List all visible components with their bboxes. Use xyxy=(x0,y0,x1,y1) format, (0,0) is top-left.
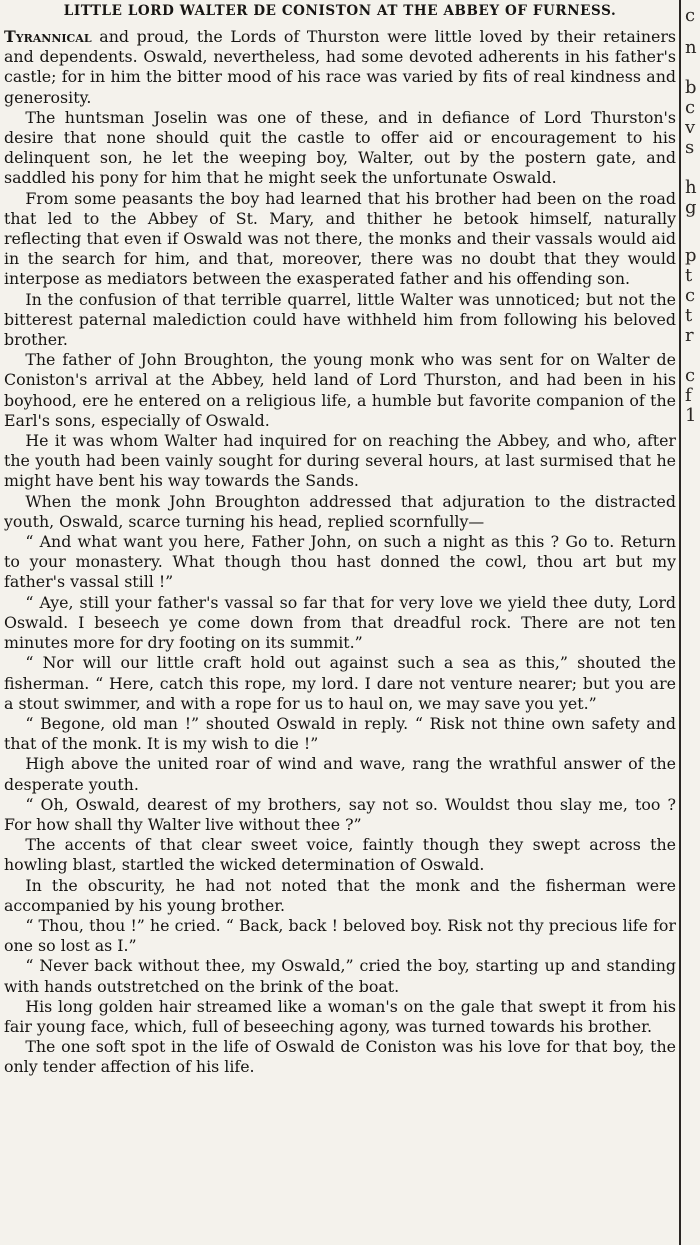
article-title: LITTLE LORD WALTER DE CONISTON AT THE ABBEY OF FURNESS. xyxy=(63,3,617,19)
article-body xyxy=(4,27,676,1078)
letter-fragment: p xyxy=(685,245,697,266)
letter-fragment: c xyxy=(685,285,696,306)
letter-fragment: 1 xyxy=(685,405,697,426)
paragraph: The father of John Broughton, the young monk who was sent for on Walter de Coniston's arrival at the Abbey, held land of Lord Thurston, and had been in his boyhood, ere he entered on a religious life, a humble but favorite companion of the Earl's sons, especially of Oswald. xyxy=(4,350,676,430)
letter-fragment: c xyxy=(685,97,696,118)
paragraph: “ Aye, still your father's vassal so far that for very love we yield thee duty, Lord Oswald. I beseech ye come down from that dreadful rock. There are not ten minutes more for dry footing on its summit.” xyxy=(4,592,676,653)
letter-fragment: h xyxy=(685,177,697,198)
paragraph: “ Begone, old man !” shouted Oswald in reply. “ Risk not thine own safety and that of the monk. It is my wish to die !” xyxy=(4,713,676,754)
letter-fragment: v xyxy=(685,117,696,138)
paragraph: High above the united roar of wind and wave, rang the wrathful answer of the desperate youth. xyxy=(4,754,676,794)
article-column xyxy=(4,0,676,1245)
paragraph: His long golden hair streamed like a woman's on the gale that swept it from his fair young face, which, full of beseeching agony, was turned towards his brother. xyxy=(4,996,676,1036)
letter-fragment: c xyxy=(685,5,696,26)
letter-fragment: n xyxy=(685,37,697,58)
letter-fragment: b xyxy=(685,77,697,98)
paragraph: In the confusion of that terrible quarrel, little Walter was unnoticed; but not the bitterest paternal malediction could have withheld him from following his beloved brother. xyxy=(4,289,676,350)
paragraph: When the monk John Broughton addressed that adjuration to the distracted youth, Oswald, scarce turning his head, replied scornfully— xyxy=(4,491,676,531)
letter-fragment: f xyxy=(685,385,692,406)
letter-fragment: s xyxy=(685,137,695,158)
letter-fragment: c xyxy=(685,365,696,386)
letter-fragment: r xyxy=(685,325,694,346)
letter-fragment: t xyxy=(685,305,693,326)
paragraph: “ Oh, Oswald, dearest of my brothers, say not so. Wouldst thou slay me, too ? For how shall thy Walter live without thee ?” xyxy=(4,794,676,834)
letter-fragment: t xyxy=(685,265,693,286)
paragraph: The huntsman Joselin was one of these, and in defiance of Lord Thurston's desire that none should quit the castle to offer aid or encouragement to his delinquent son, he let the weeping boy, Walter, out by the postern gate, and saddled his pony for him that he might seek the unfortunate Oswald. xyxy=(4,107,676,188)
lead-text: and proud, the Lords of Thurston were little loved by their retainers and dependents. Oswald, nevertheless, had some devoted adherents in his father's castle; for in him the bitter mood of his race was varied by fits of real kindness and generosity. xyxy=(4,27,676,107)
column-rule xyxy=(679,0,681,1245)
paragraph: He it was whom Walter had inquired for on reaching the Abbey, and who, after the youth had been vainly sought for during several hours, at last surmised that he might have bent his way towards the Sands. xyxy=(4,431,676,491)
paragraph: “ Nor will our little craft hold out against such a sea as this,” shouted the fisherman. “ Here, catch this rope, my lord. I dare not venture nearer; but you are a stout swimmer, and with a rope for us to haul on, we may save you yet.” xyxy=(4,653,676,713)
paragraph: “ And what want you here, Father John, on such a night as this ? Go to. Return to your monastery. What though thou hast donned the cowl, thou art but my father's vassal still !” xyxy=(4,532,676,592)
paragraph: The one soft spot in the life of Oswald de Coniston was his love for that boy, the only tender affection of his life. xyxy=(4,1037,676,1077)
adjacent-column-fragment xyxy=(684,0,700,1245)
lead-word: Tyrannical xyxy=(4,27,92,46)
paragraph: “ Never back without thee, my Oswald,” cried the boy, starting up and standing with hands outstretched on the brink of the boat. xyxy=(4,956,676,996)
paragraph: The accents of that clear sweet voice, faintly though they swept across the howling blast, startled the wicked determination of Oswald. xyxy=(4,835,676,875)
paragraph xyxy=(4,27,676,108)
paragraph: In the obscurity, he had not noted that the monk and the fisherman were accompanied by his young brother. xyxy=(4,875,676,915)
paragraph: “ Thou, thou !” he cried. “ Back, back ! beloved boy. Risk not thy precious life for one so lost as I.” xyxy=(4,915,676,956)
letter-fragment: g xyxy=(685,197,697,218)
paragraph: From some peasants the boy had learned that his brother had been on the road that led to the Abbey of St. Mary, and thither he betook himself, naturally reflecting that even if Oswald was not there, the monks and their vassals would aid in the search for him, and that, moreover, there was no doubt that they would interpose as mediators between the exasperated father and his offending son. xyxy=(4,188,676,289)
